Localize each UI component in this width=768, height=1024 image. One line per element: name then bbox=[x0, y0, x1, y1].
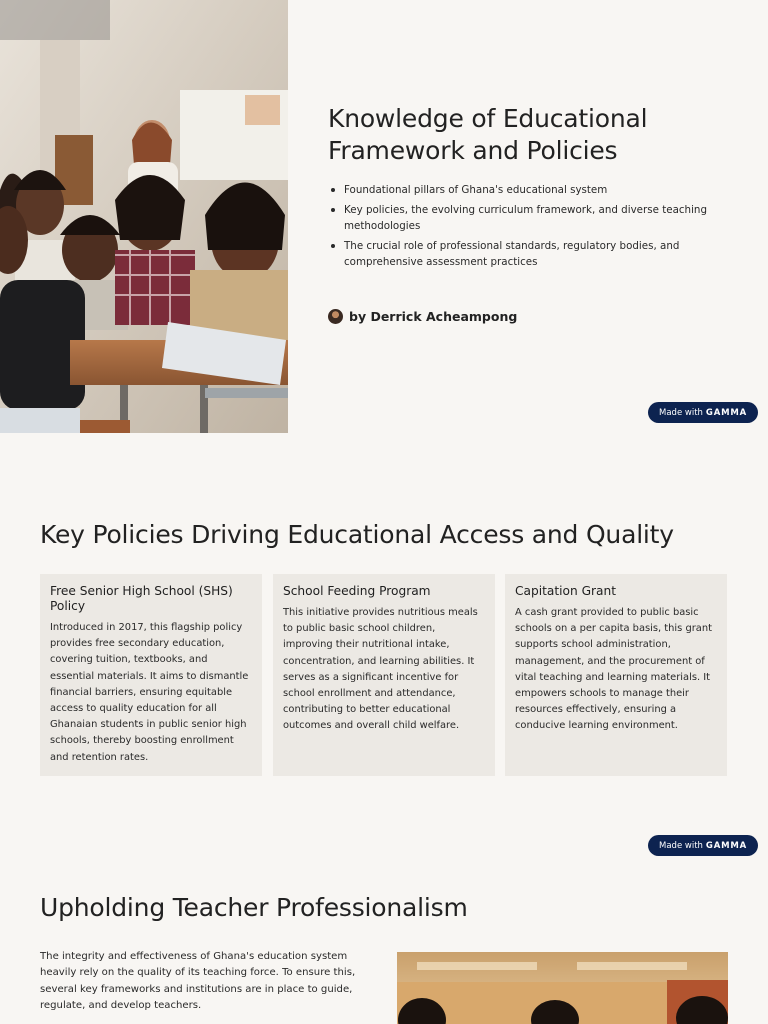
badge-prefix: Made with bbox=[659, 840, 703, 851]
gamma-logo: GAMMA bbox=[705, 407, 747, 418]
made-with-gamma-badge[interactable] bbox=[648, 402, 758, 423]
title-slide bbox=[0, 0, 768, 433]
policy-card-free-shs bbox=[40, 574, 262, 776]
list-item: Key policies, the evolving curriculum framework, and diverse teaching methodologies bbox=[344, 202, 744, 234]
made-with-gamma-badge[interactable] bbox=[648, 835, 758, 856]
list-item: Foundational pillars of Ghana's educational system bbox=[344, 182, 744, 198]
card-title: School Feeding Program bbox=[283, 584, 431, 598]
author-byline bbox=[328, 309, 517, 324]
policies-slide bbox=[0, 433, 768, 866]
teacher-professionalism-slide bbox=[0, 866, 768, 1024]
gamma-logo: GAMMA bbox=[705, 840, 747, 851]
intro-paragraph: The integrity and effectiveness of Ghana's education system heavily rely on the quality of its teaching force. To ensure this, several key frameworks and institutions are in place to guide, regulate, and develop teachers. bbox=[40, 951, 356, 1011]
card-body: This initiative provides nutritious meals to public basic school children, improving their nutritional intake, concentration, and learning abilities. It serves as a significant incentive for school enrollment and attendance, contributing to better educational outcomes and overall child welfare. bbox=[283, 607, 478, 732]
page-title: Knowledge of Educational Framework and Policies bbox=[328, 104, 648, 165]
section-title: Key Policies Driving Educational Access and Quality bbox=[40, 520, 674, 549]
author-name: by Derrick Acheampong bbox=[349, 309, 518, 324]
card-title: Capitation Grant bbox=[515, 584, 616, 598]
list-item: The crucial role of professional standards, regulatory bodies, and comprehensive assessment practices bbox=[344, 238, 744, 270]
card-body: Introduced in 2017, this flagship policy provides free secondary education, covering tuition, textbooks, and essential materials. It aims to dismantle financial barriers, ensuring equitable access to quality education for all Ghanaian students in public senior high schools, thereby boosting enrollment and retention rates. bbox=[50, 622, 249, 763]
policy-card-capitation-grant bbox=[505, 574, 727, 776]
avatar bbox=[328, 309, 343, 324]
classroom-students-photo bbox=[0, 0, 288, 433]
policy-card-school-feeding bbox=[273, 574, 495, 776]
badge-prefix: Made with bbox=[659, 407, 703, 418]
card-body: A cash grant provided to public basic schools on a per capita basis, this grant supports school administration, management, and the procurement of vital teaching and learning materials. It empowers schools to manage their resources effectively, ensuring a conducive learning environment. bbox=[515, 607, 712, 732]
bullet-list bbox=[328, 182, 744, 274]
card-title: Free Senior High School (SHS) Policy bbox=[50, 584, 233, 613]
section-title: Upholding Teacher Professionalism bbox=[40, 893, 468, 922]
classroom-teacher-photo bbox=[397, 952, 728, 1024]
